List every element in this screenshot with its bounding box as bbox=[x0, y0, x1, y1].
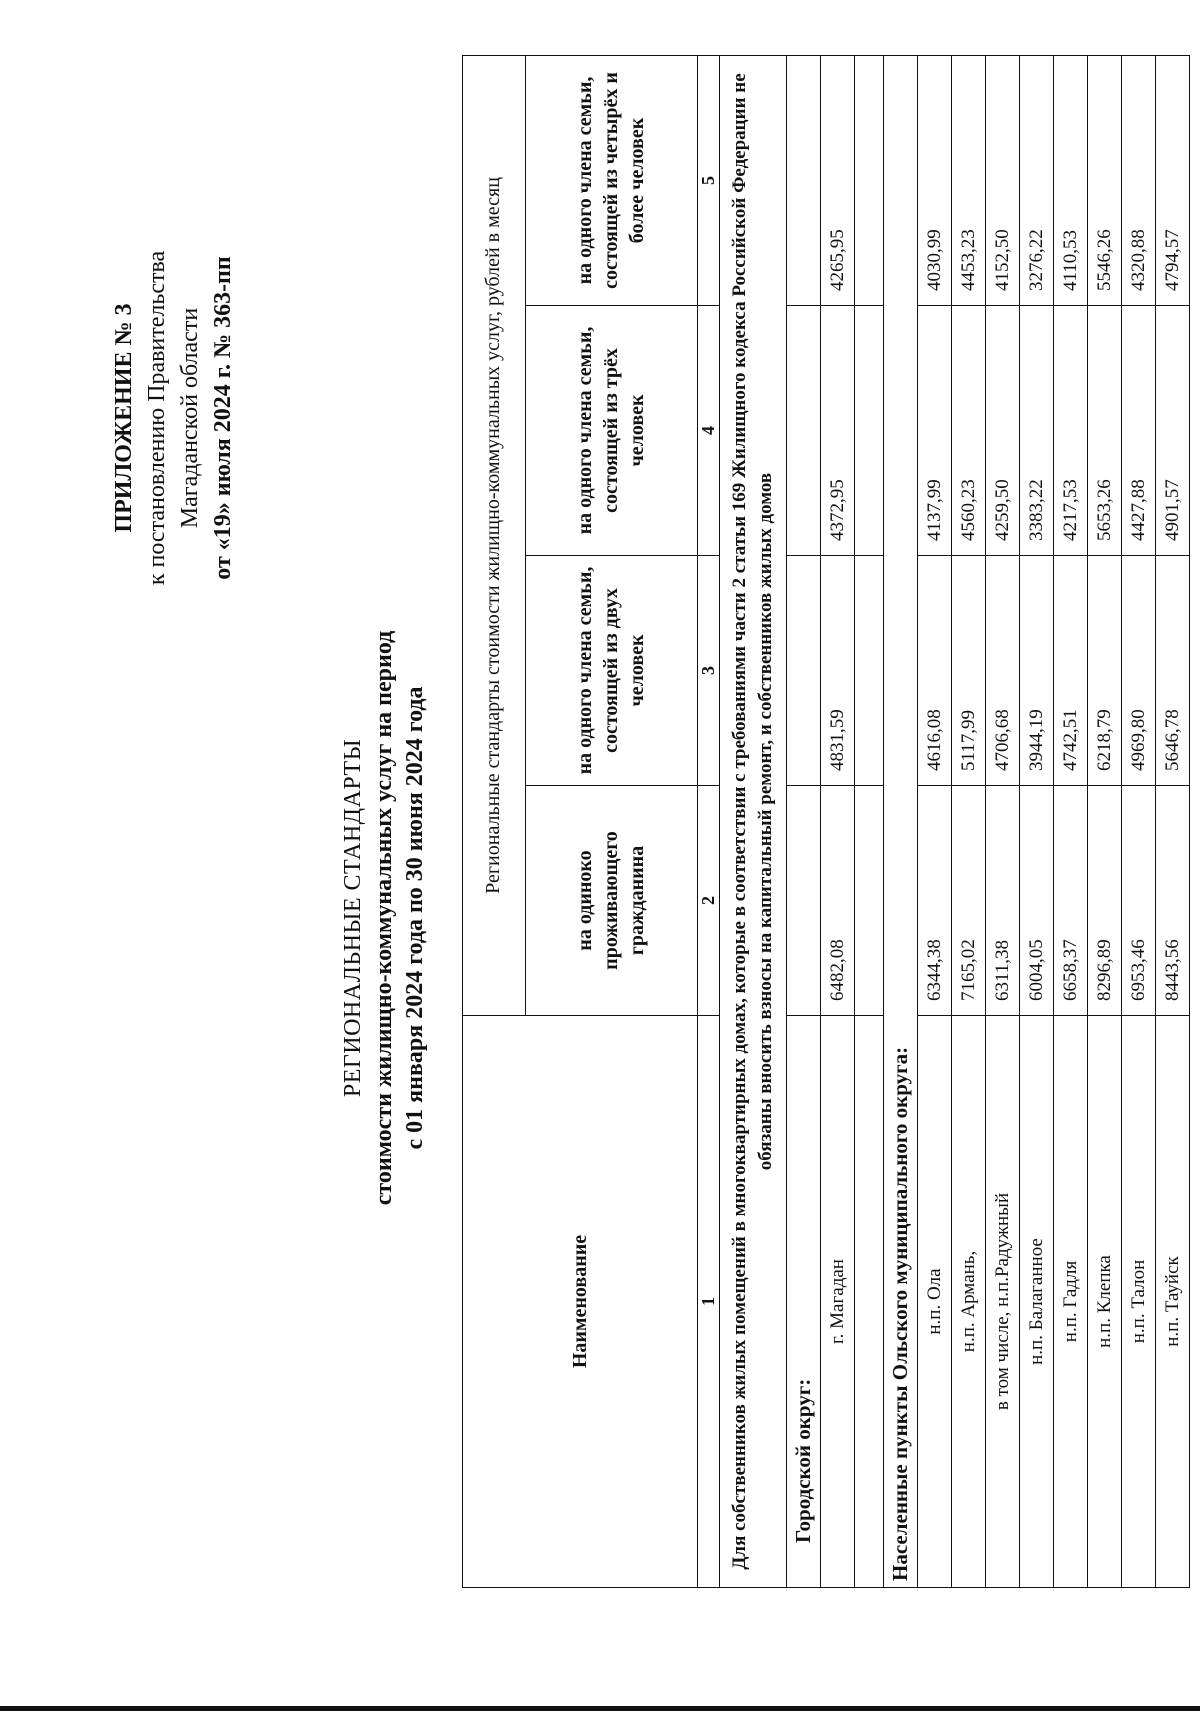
row-name: н.п. Балаганное bbox=[1020, 1016, 1054, 1588]
table-header-row-1 bbox=[463, 55, 526, 1587]
row-value: 6482,08 bbox=[821, 786, 855, 1016]
row-value: 4265,95 bbox=[821, 55, 855, 305]
subheader-single: на одиноко проживающего гражданина bbox=[525, 786, 697, 1016]
row-value: 3383,22 bbox=[1020, 306, 1054, 556]
row-value: 4110,53 bbox=[1054, 55, 1088, 305]
row-name: н.п. Ола bbox=[918, 1016, 952, 1588]
column-number: 3 bbox=[698, 556, 720, 786]
section-row-ola bbox=[884, 55, 918, 1587]
row-name: в том числе, н.п.Радужный bbox=[986, 1016, 1020, 1588]
table-row bbox=[986, 55, 1020, 1587]
empty-cell bbox=[855, 55, 884, 305]
row-value: 5653,26 bbox=[1088, 306, 1122, 556]
row-value: 4969,80 bbox=[1122, 556, 1156, 786]
row-value: 4030,99 bbox=[918, 55, 952, 305]
row-value: 4706,68 bbox=[986, 556, 1020, 786]
appendix-date-line: от «19» июля 2024 г. № 363-пп bbox=[210, 256, 236, 580]
appendix-line-2: к постановлению Правительства bbox=[144, 250, 170, 586]
section-row-city bbox=[787, 55, 821, 1587]
row-name: н.п. Талон bbox=[1122, 1016, 1156, 1588]
row-value: 7165,02 bbox=[952, 786, 986, 1016]
row-value: 4320,88 bbox=[1122, 55, 1156, 305]
row-value: 4259,50 bbox=[986, 306, 1020, 556]
section-label-ola: Населенные пункты Ольского муниципального округа: bbox=[884, 55, 918, 1587]
row-value: 3944,19 bbox=[1020, 556, 1054, 786]
standards-table bbox=[462, 55, 1190, 1588]
document-title bbox=[338, 458, 431, 1378]
row-value: 4794,57 bbox=[1156, 55, 1190, 305]
row-value: 5546,26 bbox=[1088, 55, 1122, 305]
row-value: 8296,89 bbox=[1088, 786, 1122, 1016]
row-name: н.п. Гадля bbox=[1054, 1016, 1088, 1588]
column-number: 1 bbox=[698, 1016, 720, 1588]
row-value: 6344,38 bbox=[918, 786, 952, 1016]
row-value: 4427,88 bbox=[1122, 306, 1156, 556]
row-value: 4372,95 bbox=[821, 306, 855, 556]
row-value: 4217,53 bbox=[1054, 306, 1088, 556]
table-row bbox=[1020, 55, 1054, 1587]
row-value: 4560,23 bbox=[952, 306, 986, 556]
empty-cell bbox=[855, 306, 884, 556]
title-line-1: РЕГИОНАЛЬНЫЕ СТАНДАРТЫ bbox=[340, 738, 366, 1098]
table-row bbox=[1122, 55, 1156, 1587]
table-note: Для собственников жилых помещений в многоквартирных домах, которые в соответствии с требованиями части 2 статьи 169 Жилищного кодекса Российской Федерации не обязаны вносить взносы на капитальный ремонт, и собственников жилых домов bbox=[720, 55, 787, 1587]
row-value: 5117,99 bbox=[952, 556, 986, 786]
row-value: 4453,23 bbox=[952, 55, 986, 305]
subheader-four-plus: на одного члена семьи, состоящей из четырёх и более человек bbox=[525, 55, 697, 305]
title-line-2: стоимости жилищно-коммунальных услуг на период bbox=[371, 630, 397, 1206]
table-row bbox=[1088, 55, 1122, 1587]
table-row bbox=[952, 55, 986, 1587]
table-row bbox=[918, 55, 952, 1587]
subheader-three: на одного члена семьи, состоящей из трёх человек bbox=[525, 306, 697, 556]
row-name: г. Магадан bbox=[821, 1016, 855, 1588]
row-value: 6311,38 bbox=[986, 786, 1020, 1016]
empty-cell bbox=[855, 556, 884, 786]
row-value: 8443,56 bbox=[1156, 786, 1190, 1016]
appendix-heading: ПРИЛОЖЕНИЕ № 3 bbox=[111, 303, 137, 533]
row-value: 3276,22 bbox=[1020, 55, 1054, 305]
row-value: 4742,51 bbox=[1054, 556, 1088, 786]
row-value: 4152,50 bbox=[986, 55, 1020, 305]
row-name: н.п. Армань, bbox=[952, 1016, 986, 1588]
table-row bbox=[1054, 55, 1088, 1587]
header-group: Региональные стандарты стоимости жилищно-коммунальных услуг, рублей в месяц bbox=[463, 55, 526, 1015]
empty-cell bbox=[787, 556, 821, 786]
spacer-row bbox=[855, 55, 884, 1587]
table-row bbox=[821, 55, 855, 1587]
title-line-3: с 01 января 2024 года по 30 июня 2024 года bbox=[402, 686, 428, 1150]
empty-cell bbox=[787, 786, 821, 1016]
appendix-line-3: Магаданской области bbox=[177, 307, 203, 529]
row-value: 5646,78 bbox=[1156, 556, 1190, 786]
empty-cell bbox=[855, 1016, 884, 1588]
empty-cell bbox=[855, 786, 884, 1016]
table-row bbox=[1156, 55, 1190, 1587]
row-value: 6004,05 bbox=[1020, 786, 1054, 1016]
row-value: 6218,79 bbox=[1088, 556, 1122, 786]
row-name: н.п. Тауйск bbox=[1156, 1016, 1190, 1588]
row-value: 4831,59 bbox=[821, 556, 855, 786]
row-value: 6658,37 bbox=[1054, 786, 1088, 1016]
note-row bbox=[720, 55, 787, 1587]
row-value: 6953,46 bbox=[1122, 786, 1156, 1016]
empty-cell bbox=[787, 306, 821, 556]
section-label-city: Городской округ: bbox=[787, 1016, 821, 1588]
subheader-two: на одного члена семьи, состоящей из двух человек bbox=[525, 556, 697, 786]
column-number: 4 bbox=[698, 306, 720, 556]
appendix-block bbox=[108, 158, 240, 678]
header-name: Наименование bbox=[463, 1016, 698, 1588]
page-bottom-edge bbox=[0, 1706, 1200, 1711]
row-value: 4616,08 bbox=[918, 556, 952, 786]
column-number: 5 bbox=[698, 55, 720, 305]
column-number-row bbox=[698, 55, 720, 1587]
column-number: 2 bbox=[698, 786, 720, 1016]
row-value: 4901,57 bbox=[1156, 306, 1190, 556]
row-value: 4137,99 bbox=[918, 306, 952, 556]
row-name: н.п. Клепка bbox=[1088, 1016, 1122, 1588]
empty-cell bbox=[787, 55, 821, 305]
